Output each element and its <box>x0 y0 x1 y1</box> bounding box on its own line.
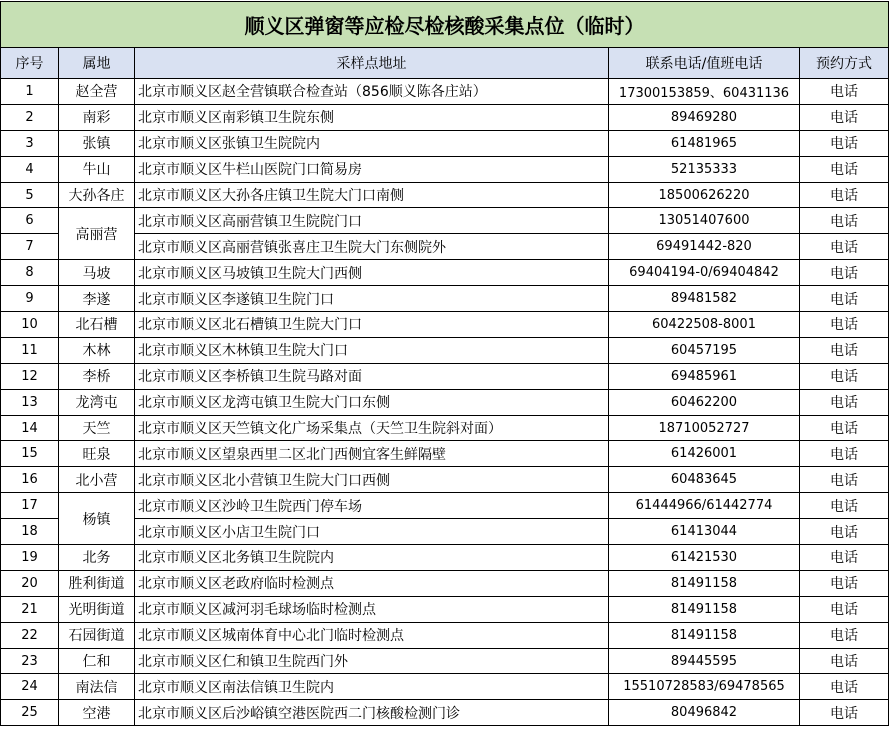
table-row <box>1 467 889 493</box>
cell-index[interactable]: 19 <box>1 545 59 571</box>
table-row <box>1 156 889 182</box>
cell-method[interactable]: 电话 <box>800 700 889 726</box>
cell-phone[interactable]: 15510728583/69478565 <box>609 674 800 700</box>
cell-address[interactable]: 北京市顺义区天竺镇文化广场采集点（天竺卫生院斜对面） <box>135 415 609 441</box>
cell-method[interactable]: 电话 <box>800 596 889 622</box>
cell-index[interactable]: 8 <box>1 260 59 286</box>
table-row <box>1 286 889 312</box>
cell-area[interactable]: 杨镇 <box>59 493 135 545</box>
table-row <box>1 415 889 441</box>
cell-phone[interactable]: 60422508-8001 <box>609 312 800 338</box>
cell-address[interactable]: 北京市顺义区高丽营镇卫生院院门口 <box>135 208 609 234</box>
cell-method[interactable]: 电话 <box>800 570 889 596</box>
cell-address[interactable]: 北京市顺义区牛栏山医院门口简易房 <box>135 156 609 182</box>
cell-index[interactable]: 10 <box>1 312 59 338</box>
cell-phone[interactable]: 18710052727 <box>609 415 800 441</box>
cell-phone[interactable]: 81491158 <box>609 622 800 648</box>
cell-area[interactable]: 空港 <box>59 700 135 726</box>
cell-area[interactable]: 马坡 <box>59 260 135 286</box>
cell-index[interactable]: 13 <box>1 389 59 415</box>
cell-phone[interactable]: 61481965 <box>609 130 800 156</box>
header-area[interactable]: 属地 <box>59 48 135 79</box>
cell-phone[interactable]: 80496842 <box>609 700 800 726</box>
cell-method[interactable]: 电话 <box>800 104 889 130</box>
cell-phone[interactable]: 60457195 <box>609 337 800 363</box>
cell-address[interactable]: 北京市顺义区李遂镇卫生院门口 <box>135 286 609 312</box>
cell-phone[interactable]: 18500626220 <box>609 182 800 208</box>
cell-method[interactable]: 电话 <box>800 467 889 493</box>
cell-index[interactable]: 15 <box>1 441 59 467</box>
cell-method[interactable]: 电话 <box>800 622 889 648</box>
cell-address[interactable]: 北京市顺义区高丽营镇张喜庄卫生院大门东侧院外 <box>135 234 609 260</box>
cell-address[interactable]: 北京市顺义区后沙峪镇空港医院西二门核酸检测门诊 <box>135 700 609 726</box>
cell-index[interactable]: 6 <box>1 208 59 234</box>
cell-phone[interactable]: 61426001 <box>609 441 800 467</box>
cell-phone[interactable]: 61413044 <box>609 519 800 545</box>
cell-method[interactable]: 电话 <box>800 286 889 312</box>
cell-address[interactable]: 北京市顺义区老政府临时检测点 <box>135 570 609 596</box>
sampling-sites-table <box>0 1 889 726</box>
table-row <box>1 389 889 415</box>
table-row <box>1 182 889 208</box>
cell-index[interactable]: 7 <box>1 234 59 260</box>
cell-index[interactable]: 5 <box>1 182 59 208</box>
cell-phone[interactable]: 13051407600 <box>609 208 800 234</box>
cell-address[interactable]: 北京市顺义区大孙各庄镇卫生院大门口南侧 <box>135 182 609 208</box>
cell-index[interactable]: 2 <box>1 104 59 130</box>
cell-phone[interactable]: 69485961 <box>609 363 800 389</box>
table-row <box>1 596 889 622</box>
cell-phone[interactable]: 69404194-0/69404842 <box>609 260 800 286</box>
cell-index[interactable]: 16 <box>1 467 59 493</box>
table-row <box>1 545 889 571</box>
cell-address[interactable]: 北京市顺义区木林镇卫生院大门口 <box>135 337 609 363</box>
cell-phone[interactable]: 89481582 <box>609 286 800 312</box>
header-index[interactable]: 序号 <box>1 48 59 79</box>
cell-phone[interactable]: 89469280 <box>609 104 800 130</box>
cell-phone[interactable]: 81491158 <box>609 570 800 596</box>
cell-address[interactable]: 北京市顺义区张镇卫生院院内 <box>135 130 609 156</box>
table-row <box>1 312 889 338</box>
cell-address[interactable]: 北京市顺义区北石槽镇卫生院大门口 <box>135 312 609 338</box>
cell-area[interactable]: 李桥 <box>59 363 135 389</box>
cell-area[interactable]: 石园街道 <box>59 622 135 648</box>
table-row <box>1 493 889 519</box>
table-row <box>1 104 889 130</box>
cell-index[interactable]: 25 <box>1 700 59 726</box>
cell-address[interactable]: 北京市顺义区龙湾屯镇卫生院大门口东侧 <box>135 389 609 415</box>
cell-phone[interactable]: 61444966/61442774 <box>609 493 800 519</box>
cell-method[interactable]: 电话 <box>800 648 889 674</box>
table-row <box>1 363 889 389</box>
table-row <box>1 260 889 286</box>
cell-address[interactable]: 北京市顺义区减河羽毛球场临时检测点 <box>135 596 609 622</box>
cell-index[interactable]: 17 <box>1 493 59 519</box>
table-title[interactable]: 顺义区弹窗等应检尽检核酸采集点位（临时） <box>1 2 889 48</box>
cell-address[interactable]: 北京市顺义区城南体育中心北门临时检测点 <box>135 622 609 648</box>
table-row <box>1 622 889 648</box>
cell-index[interactable]: 11 <box>1 337 59 363</box>
table-row <box>1 674 889 700</box>
cell-area[interactable]: 张镇 <box>59 130 135 156</box>
cell-area[interactable]: 南彩 <box>59 104 135 130</box>
cell-index[interactable]: 20 <box>1 570 59 596</box>
cell-area[interactable]: 大孙各庄 <box>59 182 135 208</box>
table-row <box>1 208 889 234</box>
cell-phone[interactable]: 89445595 <box>609 648 800 674</box>
cell-phone[interactable]: 81491158 <box>609 596 800 622</box>
cell-method[interactable]: 电话 <box>800 182 889 208</box>
cell-area[interactable]: 北务 <box>59 545 135 571</box>
cell-area[interactable]: 高丽营 <box>59 208 135 260</box>
cell-address[interactable]: 北京市顺义区南彩镇卫生院东侧 <box>135 104 609 130</box>
header-phone[interactable]: 联系电话/值班电话 <box>609 48 800 79</box>
cell-method[interactable]: 电话 <box>800 208 889 234</box>
cell-area[interactable]: 赵全营 <box>59 79 135 105</box>
cell-address[interactable]: 北京市顺义区南法信镇卫生院内 <box>135 674 609 700</box>
cell-index[interactable]: 1 <box>1 79 59 105</box>
cell-phone[interactable]: 52135333 <box>609 156 800 182</box>
cell-area[interactable]: 旺泉 <box>59 441 135 467</box>
cell-address[interactable]: 北京市顺义区李桥镇卫生院马路对面 <box>135 363 609 389</box>
cell-address[interactable]: 北京市顺义区仁和镇卫生院西门外 <box>135 648 609 674</box>
cell-method[interactable]: 电话 <box>800 415 889 441</box>
cell-method[interactable]: 电话 <box>800 389 889 415</box>
cell-area[interactable]: 天竺 <box>59 415 135 441</box>
cell-method[interactable]: 电话 <box>800 156 889 182</box>
cell-area[interactable]: 李遂 <box>59 286 135 312</box>
table-row <box>1 519 889 545</box>
header-address[interactable]: 采样点地址 <box>135 48 609 79</box>
cell-index[interactable]: 4 <box>1 156 59 182</box>
cell-index[interactable]: 3 <box>1 130 59 156</box>
cell-index[interactable]: 24 <box>1 674 59 700</box>
cell-area[interactable]: 南法信 <box>59 674 135 700</box>
table-body <box>1 79 889 726</box>
cell-address[interactable]: 北京市顺义区沙岭卫生院西门停车场 <box>135 493 609 519</box>
cell-method[interactable]: 电话 <box>800 519 889 545</box>
table-row <box>1 130 889 156</box>
table-row <box>1 648 889 674</box>
cell-address[interactable]: 北京市顺义区北务镇卫生院院内 <box>135 545 609 571</box>
cell-address[interactable]: 北京市顺义区赵全营镇联合检查站（856顺义陈各庄站） <box>135 79 609 105</box>
cell-index[interactable]: 23 <box>1 648 59 674</box>
cell-method[interactable]: 电话 <box>800 493 889 519</box>
cell-method[interactable]: 电话 <box>800 363 889 389</box>
cell-method[interactable]: 电话 <box>800 441 889 467</box>
cell-phone[interactable]: 69491442-820 <box>609 234 800 260</box>
cell-area[interactable]: 仁和 <box>59 648 135 674</box>
cell-area[interactable]: 木林 <box>59 337 135 363</box>
table-row <box>1 570 889 596</box>
cell-method[interactable]: 电话 <box>800 234 889 260</box>
cell-address[interactable]: 北京市顺义区北小营镇卫生院大门口西侧 <box>135 467 609 493</box>
header-method[interactable]: 预约方式 <box>800 48 889 79</box>
cell-phone[interactable]: 61421530 <box>609 545 800 571</box>
table-row <box>1 234 889 260</box>
cell-method[interactable]: 电话 <box>800 312 889 338</box>
cell-address[interactable]: 北京市顺义区马坡镇卫生院大门西侧 <box>135 260 609 286</box>
cell-phone[interactable]: 17300153859、60431136 <box>609 79 800 105</box>
cell-index[interactable]: 21 <box>1 596 59 622</box>
cell-phone[interactable]: 60483645 <box>609 467 800 493</box>
cell-method[interactable]: 电话 <box>800 130 889 156</box>
cell-area[interactable]: 龙湾屯 <box>59 389 135 415</box>
cell-method[interactable]: 电话 <box>800 337 889 363</box>
cell-phone[interactable]: 60462200 <box>609 389 800 415</box>
cell-index[interactable]: 9 <box>1 286 59 312</box>
cell-address[interactable]: 北京市顺义区小店卫生院门口 <box>135 519 609 545</box>
cell-method[interactable]: 电话 <box>800 674 889 700</box>
cell-address[interactable]: 北京市顺义区望泉西里二区北门西侧宜客生鲜隔壁 <box>135 441 609 467</box>
table-row <box>1 441 889 467</box>
cell-method[interactable]: 电话 <box>800 79 889 105</box>
header-row <box>1 48 889 79</box>
cell-index[interactable]: 22 <box>1 622 59 648</box>
cell-area[interactable]: 光明街道 <box>59 596 135 622</box>
cell-area[interactable]: 北石槽 <box>59 312 135 338</box>
table-row <box>1 700 889 726</box>
cell-index[interactable]: 12 <box>1 363 59 389</box>
cell-method[interactable]: 电话 <box>800 260 889 286</box>
cell-method[interactable]: 电话 <box>800 545 889 571</box>
cell-index[interactable]: 18 <box>1 519 59 545</box>
cell-index[interactable]: 14 <box>1 415 59 441</box>
table-row <box>1 337 889 363</box>
cell-area[interactable]: 北小营 <box>59 467 135 493</box>
cell-area[interactable]: 牛山 <box>59 156 135 182</box>
table-row <box>1 79 889 105</box>
cell-area[interactable]: 胜利街道 <box>59 570 135 596</box>
